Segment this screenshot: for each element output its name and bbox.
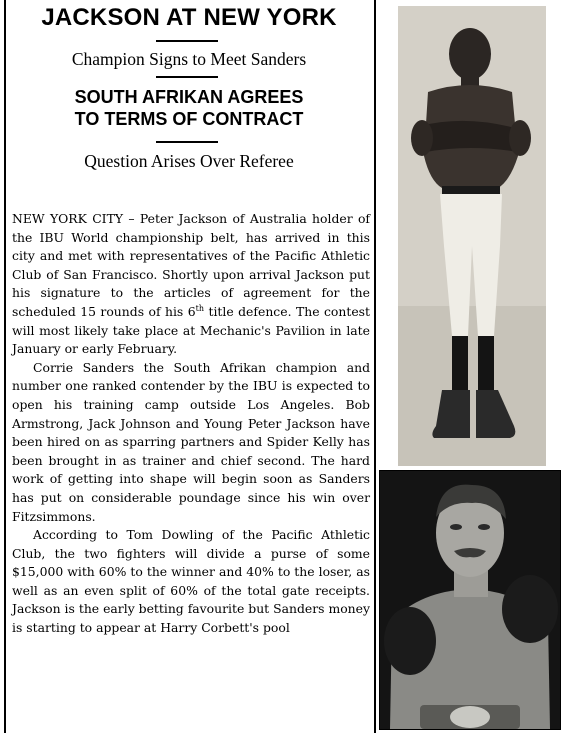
paragraph-3: According to Tom Dowling of the Pacific Athletic Club, the two fighters will divide a purse of some $15,000 with 60% to the winner and 40% to the loser, as well as an even split of 60% of the total gate receipts. Jackson is the early betting favourite but Sanders money is starting to appear at Harry Corbett's pool	[12, 527, 370, 636]
deck-rule	[156, 40, 218, 42]
article-body	[12, 210, 370, 638]
paragraph-1-text: NEW YORK CITY – Peter Jackson of Australia holder of the IBU World championship belt, has arrived in this city and met with representatives of the Pacific Athletic Club of San Francisco. Shortly upon arrival Jackson put his signature to the articles of agreement for the scheduled 15 rounds of his 6	[12, 211, 370, 319]
column-divider	[374, 0, 376, 733]
deck-champion: Champion Signs to Meet Sanders	[71, 49, 307, 69]
boxer-standing-photo	[398, 6, 546, 466]
deck-rule	[156, 76, 218, 78]
paragraph-1-tail: title defence. The contest will most likely take place at Mechanic's Pavilion in late January or early February.	[12, 303, 371, 357]
subhead	[10, 86, 368, 130]
subhead-line-2: TO TERMS OF CONTRACT	[74, 109, 304, 129]
left-border-rule	[4, 0, 6, 733]
paragraph-2: Corrie Sanders the South Afrikan champion and number one ranked contender by the IBU is expected to open his training camp outside Los Angeles. Bob Armstrong, Jack Johnson and Young Peter Jackson have been hired on as sparring partners and Spider Kelly has been brought in as trainer and chief second. The hard work of getting into shape will begin soon as Sanders has put on considerable poundage since his win over Fitzsimmons.	[12, 359, 370, 524]
boxer-portrait-photo	[379, 470, 561, 730]
subhead-line-1: SOUTH AFRIKAN AGREES	[74, 87, 304, 107]
deck-referee: Question Arises Over Referee	[84, 151, 294, 171]
deck-rule	[156, 141, 218, 143]
ordinal-suffix: th	[195, 303, 205, 313]
paragraph-1	[12, 210, 370, 359]
headline: JACKSON AT NEW YORK	[41, 4, 337, 31]
